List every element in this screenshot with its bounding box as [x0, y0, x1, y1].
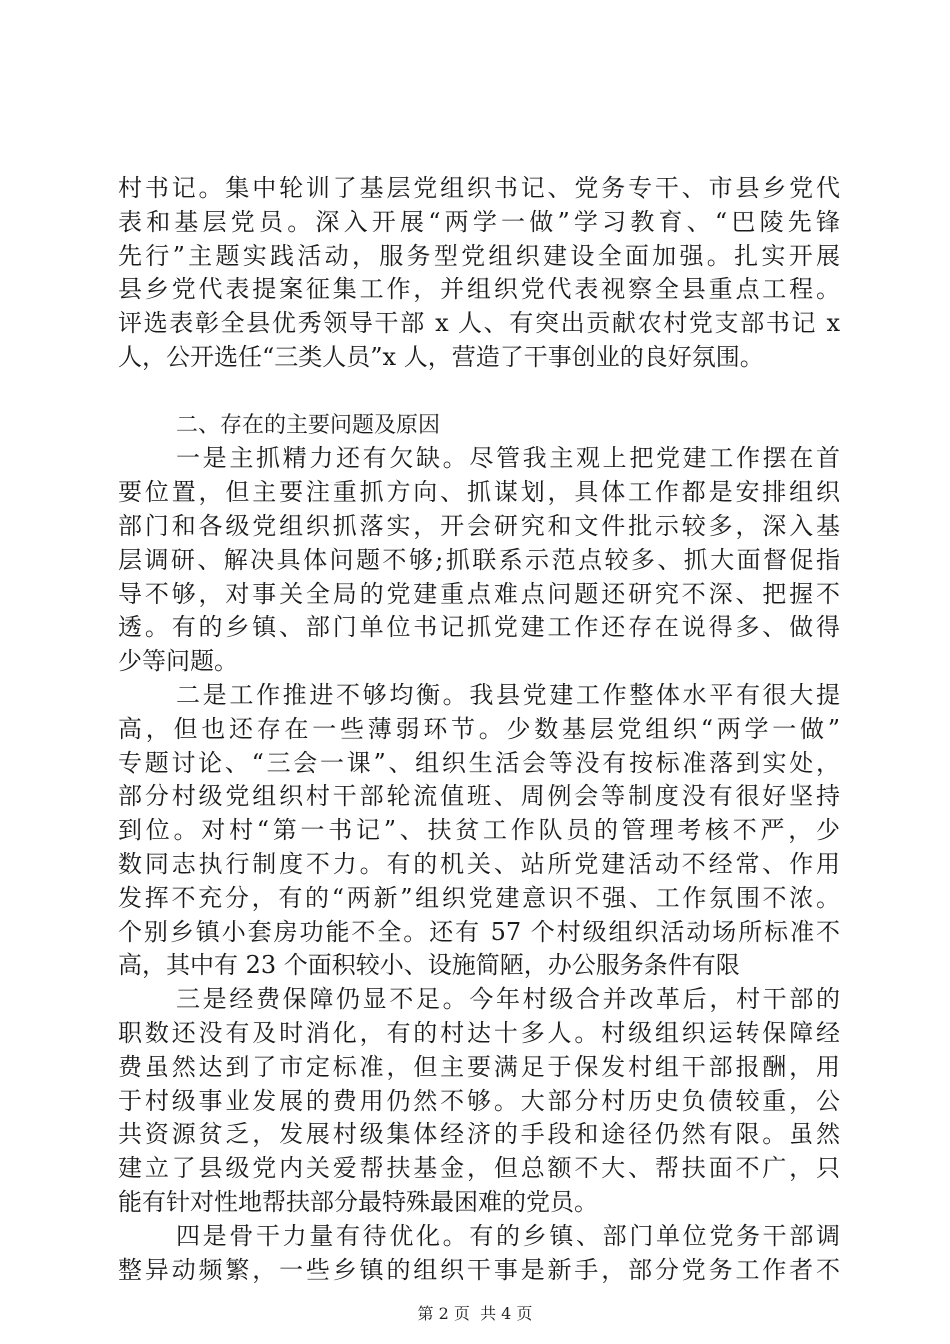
text-line: 发挥不充分，有的“两新”组织党建意识不强、工作氛围不浓。: [118, 883, 840, 912]
text-line: 整异动频繁，一些乡镇的组织干事是新手，部分党务工作者不: [118, 1255, 840, 1284]
paragraph-first-line: 四是骨干力量有待优化。有的乡镇、部门单位党务干部调: [176, 1221, 840, 1250]
text-line: 人，公开选任“三类人员”x 人，营造了干事创业的良好氛围。: [118, 342, 764, 371]
text-line: 高，其中有 23 个面积较小、设施简陋，办公服务条件有限: [118, 951, 740, 980]
text-line: 表和基层党员。深入开展“两学一做”学习教育、“巴陵先锋: [118, 207, 840, 236]
text-line: 导不够，对事关全局的党建重点难点问题还研究不深、把握不: [118, 579, 840, 608]
text-line: 部门和各级党组织抓落实，开会研究和文件批示较多，深入基: [118, 511, 840, 540]
blank-line: [118, 375, 840, 409]
text-line: 能有针对性地帮扶部分最特殊最困难的党员。: [118, 1187, 598, 1216]
page-number: 第 2 页 共 4 页: [417, 1304, 533, 1323]
text-line: 数同志执行制度不力。有的机关、站所党建活动不经常、作用: [118, 849, 840, 878]
text-line: 专题讨论、“三会一课”、组织生活会等没有按标准落到实处，: [118, 748, 840, 777]
paragraph-first-line: 一是主抓精力还有欠缺。尽管我主观上把党建工作摆在首: [176, 444, 840, 473]
text-line: 县乡党代表提案征集工作，并组织党代表视察全县重点工程。: [118, 275, 840, 304]
text-line: 到位。对村“第一书记”、扶贫工作队员的管理考核不严，少: [118, 816, 840, 845]
text-line: 费虽然达到了市定标准，但主要满足于保发村组干部报酬，用: [118, 1052, 840, 1081]
paragraph-first-line: 二是工作推进不够均衡。我县党建工作整体水平有很大提: [176, 680, 840, 709]
text-line: 建立了县级党内关爱帮扶基金，但总额不大、帮扶面不广，只: [118, 1154, 840, 1183]
text-line: 要位置，但主要注重抓方向、抓谋划，具体工作都是安排组织: [118, 478, 840, 507]
section-heading: 二、存在的主要问题及原因: [176, 412, 441, 438]
page-footer: [0, 1304, 950, 1324]
text-line: 村书记。集中轮训了基层党组织书记、党务专干、市县乡党代: [118, 174, 840, 202]
text-line: 职数还没有及时消化，有的村达十多人。村级组织运转保障经: [118, 1018, 840, 1047]
text-line: 部分村级党组织村干部轮流值班、周例会等制度没有很好坚持: [118, 782, 840, 811]
text-line: 共资源贫乏，发展村级集体经济的手段和途径仍然有限。虽然: [118, 1120, 840, 1149]
text-line: 层调研、解决具体问题不够;抓联系示范点较多、抓大面督促指: [118, 545, 840, 574]
text-line: 先行”主题实践活动，服务型党组织建设全面加强。扎实开展: [118, 241, 840, 270]
text-line: 少等问题。: [118, 647, 238, 676]
text-line: 评选表彰全县优秀领导干部 x 人、有突出贡献农村党支部书记 x: [118, 309, 840, 338]
paragraph-first-line: 三是经费保障仍显不足。今年村级合并改革后，村干部的: [176, 985, 840, 1014]
text-line: 个别乡镇小套房功能不全。还有 57 个村级组织活动场所标准不: [118, 917, 840, 946]
document-body: [118, 172, 840, 1287]
text-line: 高，但也还存在一些薄弱环节。少数基层党组织“两学一做”: [118, 714, 840, 743]
text-line: 透。有的乡镇、部门单位书记抓党建工作还存在说得多、做得: [118, 613, 840, 642]
text-line: 于村级事业发展的费用仍然不够。大部分村历史负债较重，公: [118, 1086, 840, 1115]
